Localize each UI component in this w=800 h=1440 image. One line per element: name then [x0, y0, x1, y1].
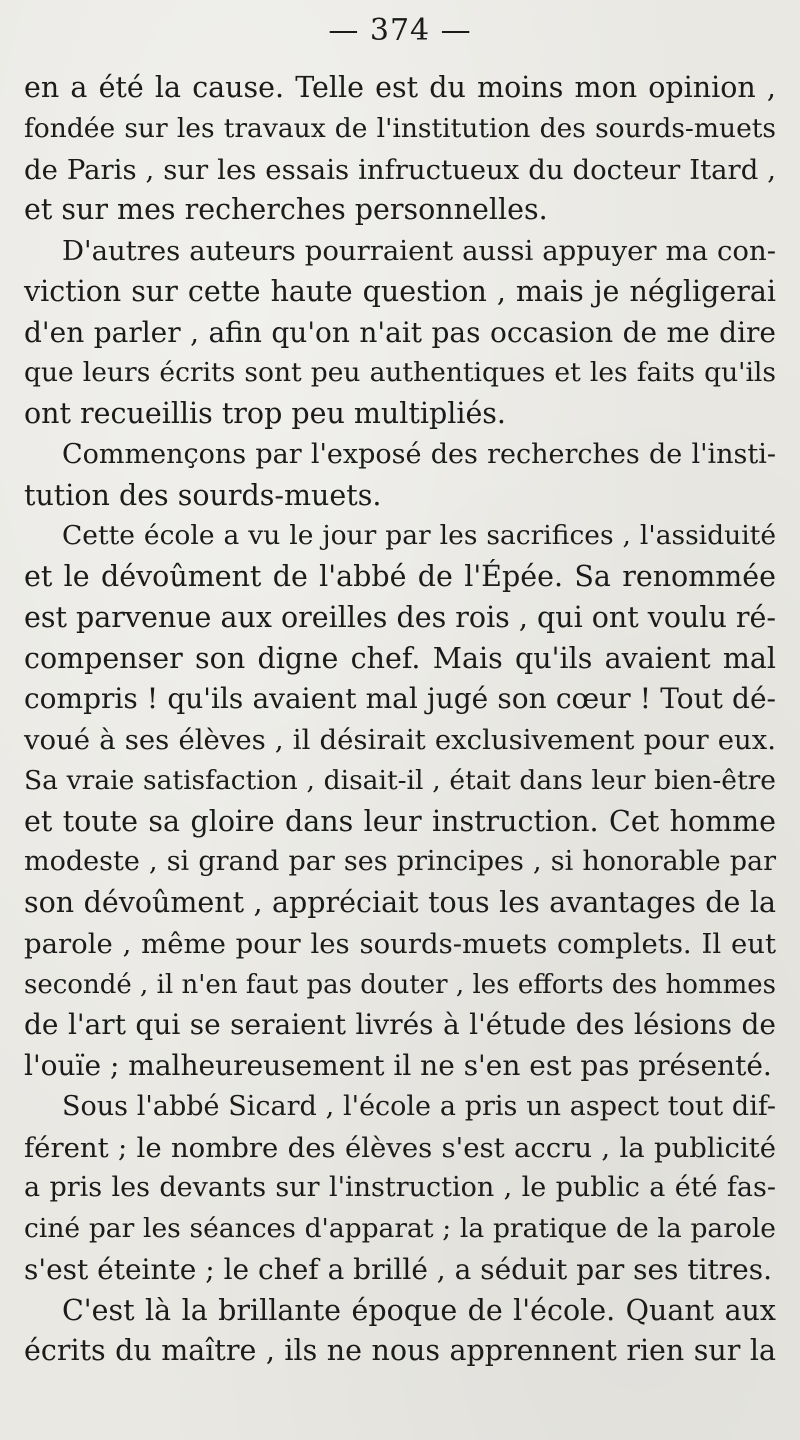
- text-line: a pris les devants sur l'instruction , le public a été fas-: [24, 1172, 776, 1204]
- text-line: C'est là la brillante époque de l'école. Quant aux: [62, 1293, 776, 1327]
- text-line: compris ! qu'ils avaient mal jugé son cœur ! Tout dé-: [24, 682, 776, 716]
- text-line: son dévoûment , appréciait tous les avantages de la: [24, 886, 776, 919]
- text-line: Cette école a vu le jour par les sacrifices , l'assiduité: [62, 520, 776, 552]
- text-line: secondé , il n'en faut pas douter , les efforts des hommes: [24, 969, 776, 1000]
- text-line: parole , même pour les sourds-muets complets. Il eut: [24, 927, 776, 960]
- text-line: ciné par les séances d'apparat ; la pratique de la parole: [24, 1213, 776, 1244]
- text-line: que leurs écrits sont peu authentiques et les faits qu'ils: [24, 357, 776, 389]
- text-line: et sur mes recherches personnelles.: [24, 193, 548, 227]
- text-line: de l'art qui se seraient livrés à l'étude des lésions de: [24, 1008, 776, 1042]
- text-line: et le dévoûment de l'abbé de l'Épée. Sa renommée: [24, 560, 776, 593]
- text-line: modeste , si grand par ses principes , si honorable par: [24, 846, 776, 878]
- text-line: Sa vraie satisfaction , disait-il , était dans leur bien-être: [24, 764, 776, 796]
- text-line: voué à ses élèves , il désirait exclusivement pour eux.: [24, 724, 776, 756]
- text-line: de Paris , sur les essais infructueux du docteur Itard ,: [24, 153, 776, 186]
- text-line: fondée sur les travaux de l'institution des sourds-muets: [24, 112, 776, 144]
- text-line: s'est éteinte ; le chef a brillé , a séduit par ses titres.: [24, 1252, 773, 1286]
- text-line: est parvenue aux oreilles des rois , qui ont voulu ré-: [24, 600, 777, 634]
- text-line: et toute sa gloire dans leur instruction. Cet homme: [24, 804, 776, 838]
- text-line: ont recueillis trop peu multipliés.: [24, 397, 506, 430]
- text-line: Sous l'abbé Sicard , l'école a pris un aspect tout dif-: [62, 1090, 776, 1122]
- text-line: tution des sourds-muets.: [24, 478, 382, 512]
- text-line: d'en parler , afin qu'on n'ait pas occasion de me dire: [24, 315, 776, 349]
- text-line: Commençons par l'exposé des recherches de l'insti-: [62, 438, 776, 470]
- text-line: écrits du maître , ils ne nous apprennent rien sur la: [24, 1334, 776, 1368]
- body-text: [24, 68, 776, 1372]
- text-line: en a été la cause. Telle est du moins mon opinion ,: [24, 71, 776, 104]
- text-line: l'ouïe ; malheureusement il ne s'en est pas présenté.: [24, 1049, 772, 1082]
- text-line: D'autres auteurs pourraient aussi appuyer ma con-: [62, 235, 776, 267]
- text-line: compenser son digne chef. Mais qu'ils avaient mal: [24, 641, 776, 675]
- text-line: viction sur cette haute question , mais je négligerai: [24, 274, 776, 308]
- text-line: férent ; le nombre des élèves s'est accru , la publicité: [24, 1131, 776, 1164]
- page-number: — 374 —: [328, 13, 472, 48]
